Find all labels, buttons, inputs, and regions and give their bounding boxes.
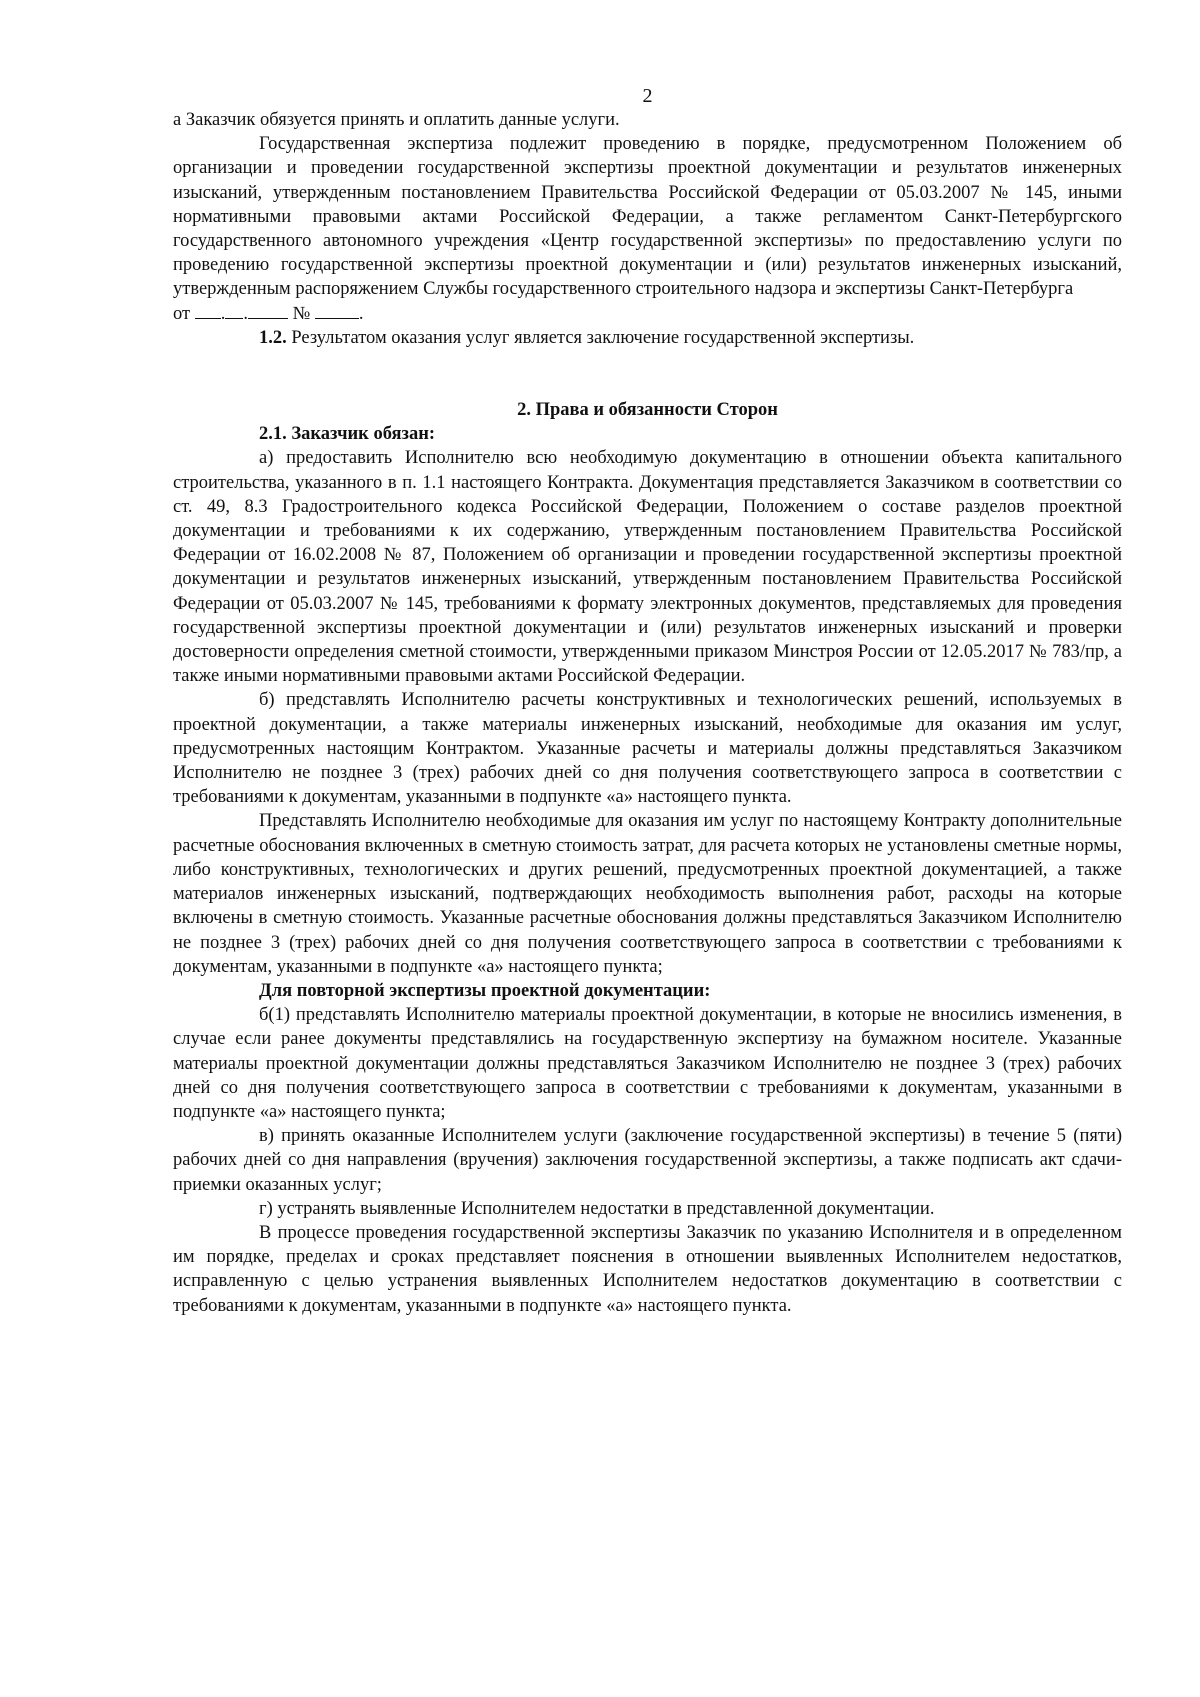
item-b-provide-calculations: б) представлять Исполнителю расчеты конструктивных и технологических решений, используемых в проектной документации, а также материалы инженерных изысканий, необходимые для оказания им услуг, предусмотренных настоящим Контрактом. Указанные расчеты и материалы должны представляться Заказчиком Исполнителю не позднее 3 (трех) рабочих дней со дня получения соответствующего запроса в соответствии с требованиями к документам, указанными в подпункте «а» настоящего пункта.	[173, 690, 1122, 808]
paragraph-obligation-accept: а Заказчик обязуется принять и оплатить данные услуги.	[173, 110, 620, 130]
order-number-sign: №	[292, 303, 311, 324]
heading-repeat-expertise: Для повторной экспертизы проектной документации:	[259, 980, 711, 1001]
date-day-blank	[195, 304, 221, 319]
document-page	[173, 84, 1122, 1318]
state-expertise-order-text: Государственная экспертиза подлежит проведению в порядке, предусмотренном Положением об организации и проведении государственной экспертизы проектной документации и результатов инженерных изысканий, утвержденным постановлением Правительства Российской Федерации от 05.03.2007 № 145, иными нормативными правовыми актами Российской Федерации, а также регламентом Санкт-Петербургского государственного автономного учреждения «Центр государственной экспертизы» по предоставлению услуги по проведению государственной экспертизы проектной документации и (или) результатов инженерных изысканий, утвержденным распоряжением Службы государственного строительного надзора и экспертизы Санкт-Петербурга	[173, 134, 1122, 300]
item-b-additional-justifications: Представлять Исполнителю необходимые для оказания им услуг по настоящему Контракту дополнительные расчетные обоснования включенных в сметную стоимость затрат, для расчета которых не установлены сметные нормы, либо конструктивных, технологических и других решений, предусмотренных проектной документацией, а также материалов инженерных изысканий, подтверждающих необходимость выполнения работ, расходы на которые включены в сметную стоимость. Указанные расчетные обоснования должны представляться Заказчиком Исполнителю не позднее 3 (трех) рабочих дней со дня получения соответствующего запроса в соответствии с требованиями к документам, указанными в подпункте «а» настоящего пункта;	[173, 811, 1122, 977]
order-number-blank	[315, 304, 359, 319]
subsection-heading-customer-obligations: 2.1. Заказчик обязан:	[259, 424, 436, 445]
paragraph-result-of-services	[173, 326, 1122, 350]
result-of-services-text: Результатом оказания услуг является заключение государственной экспертизы.	[291, 327, 915, 348]
item-v-accept-services: в) принять оказанные Исполнителем услуги (заключение государственной экспертизы) в течение 5 (пяти) рабочих дней со дня направления (вручения) заключения государственной экспертизы, а также подписать акт сдачи-приемки оказанных услуг;	[173, 1126, 1122, 1195]
date-month-blank	[225, 304, 243, 319]
item-a-provide-documentation: а) предоставить Исполнителю всю необходимую документацию в отношении объекта капитального строительства, указанного в п. 1.1 настоящего Контракта. Документация представляется Заказчиком в соответствии со ст. 49, 8.3 Градостроительного кодекса Российской Федерации, Положением о составе разделов проектной документации и требованиями к их содержанию, утвержденным постановлением Правительства Российской Федерации от 16.02.2008 № 87, Положением об организации и проведении государственной экспертизы проектной документации и результатов инженерных изысканий, утвержденным постановлением Правительства Российской Федерации от 05.03.2007 № 145, требованиями к формату электронных документов, представляемых для проведения государственной экспертизы проектной документации и (или) результатов инженерных изысканий и проверки достоверности определения сметной стоимости, утвержденными приказом Минстроя России от 12.05.2017 № 783/пр, а также иными нормативными правовыми актами Российской Федерации.	[173, 448, 1122, 687]
page-number: 2	[642, 85, 653, 107]
clause-number-1-2: 1.2.	[259, 327, 287, 348]
section-title-rights-obligations: 2. Права и обязанности Сторон	[517, 400, 778, 421]
paragraph-state-expertise-order: Государственная экспертиза подлежит проведению в порядке, предусмотренном Положением об организации и проведении государственной экспертизы проектной документации и результатов инженерных изысканий, утвержденным постановлением Правительства Российской Федерации от 05.03.2007 № 145, иными нормативными правовыми актами Российской Федерации, а также регламентом Санкт-Петербургского государственного автономного учреждения «Центр государственной экспертизы» по предоставлению услуги по проведению государственной экспертизы проектной документации и (или) результатов инженерных изысканий, утвержденным распоряжением Службы государственного строительного надзора и экспертизы Санкт-Петербурга от . . № .	[173, 134, 1122, 324]
date-year-blank	[248, 304, 288, 319]
order-date-prefix: от	[173, 303, 191, 324]
item-b1-repeat-materials: б(1) представлять Исполнителю материалы проектной документации, в которые не вносились изменения, в случае если ранее документы представлялись на государственную экспертизу на бумажном носителе. Указанные материалы проектной документации должны представляться Заказчиком Исполнителю не позднее 3 (трех) рабочих дней со дня получения соответствующего запроса в соответствии с требованиями к документам, указанными в подпункте «а» настоящего пункта;	[173, 1005, 1122, 1122]
item-g-explanations: В процессе проведения государственной экспертизы Заказчик по указанию Исполнителя и в определенном им порядке, пределах и сроках представляет пояснения в отношении выявленных Исполнителем недостатков, исправленную с целью устранения выявленных Исполнителем недостатков документацию в соответствии с требованиями к документам, указанными в подпункте «а» настоящего пункта.	[173, 1222, 1122, 1316]
item-g-fix-deficiencies: г) устранять выявленные Исполнителем недостатки в представленной документации.	[259, 1198, 935, 1219]
